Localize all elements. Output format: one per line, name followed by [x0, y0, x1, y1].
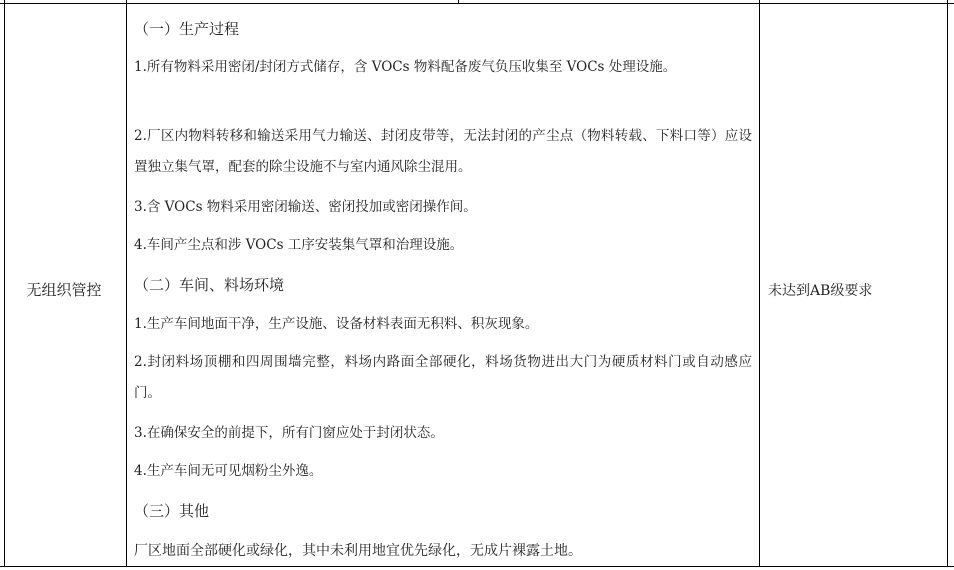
row-border-bottom: [0, 566, 954, 567]
upper-row-divider-stub: [458, 0, 459, 4]
other-item-1: 厂区地面全部硬化或绿化，其中未利用地宜优先绿化，无成片裸露土地。: [134, 543, 582, 559]
column-divider-2: [759, 0, 760, 566]
result-cell: 未达到AB级要求: [768, 283, 873, 299]
workshop-item-1: 1.生产车间地面干净，生产设施、设备材料表面无积料、积灰现象。: [134, 316, 539, 332]
production-item-4: 4.车间产尘点和涉 VOCs 工序安装集气罩和治理设施。: [134, 237, 464, 253]
column-divider-1: [126, 0, 127, 566]
production-item-3: 3.含 VOCs 物料采用密闭输送、密闭投加或密闭操作间。: [134, 199, 477, 215]
section-heading-other: （三）其他: [134, 502, 210, 520]
section-heading-workshop: （二）车间、料场环境: [134, 276, 285, 294]
workshop-item-3: 3.在确保安全的前提下，所有门窗应处于封闭状态。: [134, 425, 444, 441]
production-item-1: 1.所有物料采用密闭/封闭方式储存，含 VOCs 物料配备废气负压收集至 VOCs 处理设施。: [134, 59, 677, 75]
section-heading-production: （一）生产过程: [134, 20, 240, 38]
production-item-2: 2.厂区内物料转移和输送采用气力输送、封闭皮带等，无法封闭的产尘点（物料转载、下料口等）应设置独立集气罩，配套的除尘设施不与室内通风除尘混用。: [134, 128, 752, 175]
workshop-item-4: 4.生产车间无可见烟粉尘外逸。: [134, 463, 323, 479]
row-border-top: [0, 3, 954, 4]
workshop-item-2: 2.封闭料场顶棚和四周围墙完整，料场内路面全部硬化，料场货物进出大门为硬质材料门或自动感应门。: [134, 354, 752, 401]
category-cell: 无组织管控: [26, 281, 102, 299]
